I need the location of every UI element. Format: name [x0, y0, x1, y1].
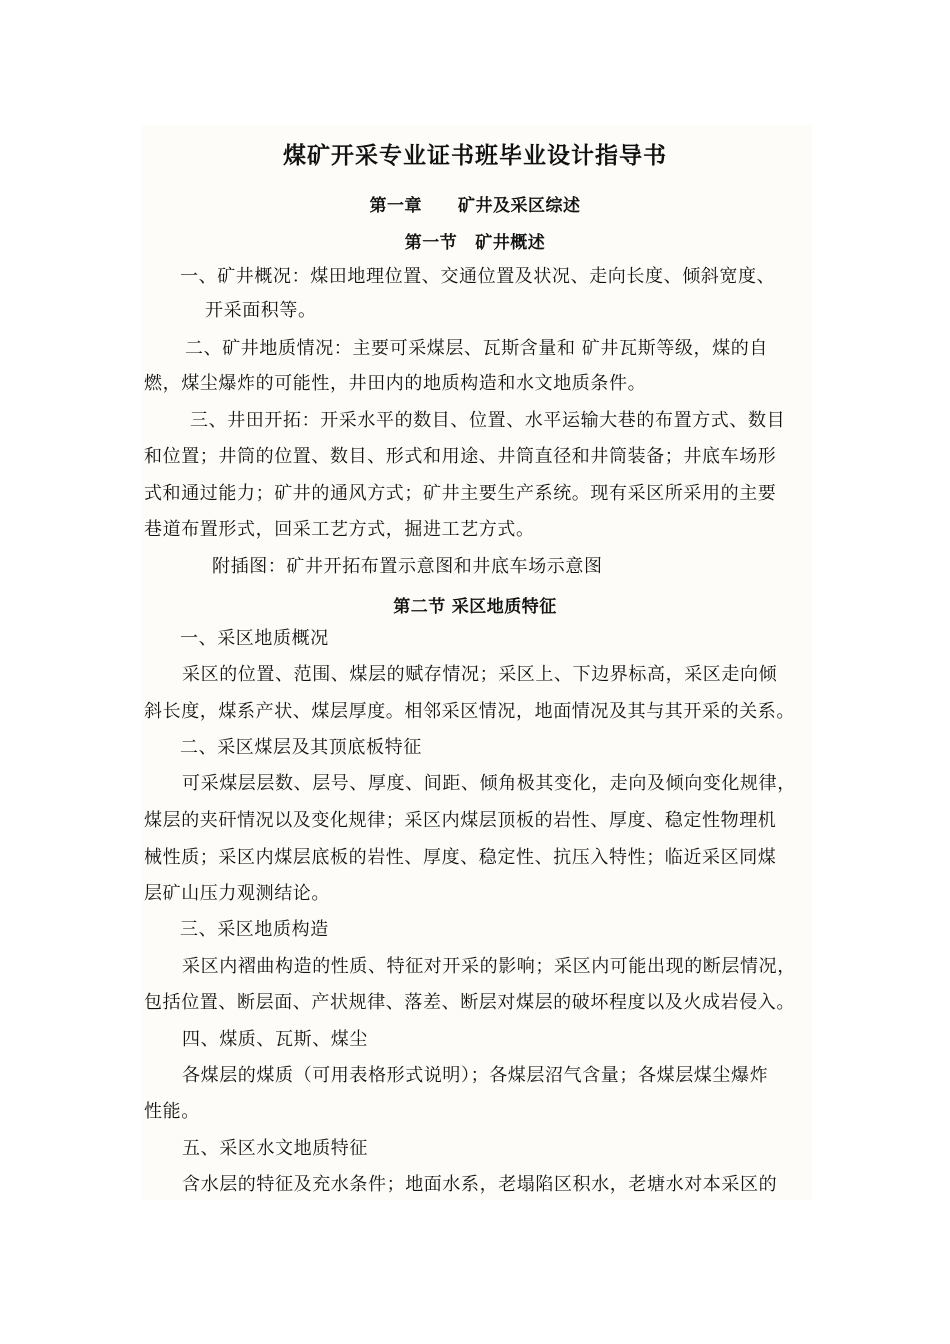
subheading-line: 二、采区煤层及其顶底板特征	[180, 737, 422, 758]
paragraph-line: 性能。	[144, 1101, 200, 1122]
paragraph-line: 械性质；采区内煤层底板的岩性、厚度、稳定性、抗压入特性；临近采区同煤	[144, 847, 777, 868]
paragraph-line: 斜长度，煤系产状、煤层厚度。相邻采区情况，地面情况及其与其开采的关系。	[144, 701, 795, 722]
subheading-line: 一、采区地质概况	[180, 628, 329, 649]
paragraph-line: 煤层的夹矸情况以及变化规律；采区内煤层顶板的岩性、厚度、稳定性物理机	[144, 810, 777, 831]
figure-note: 附插图：矿井开拓布置示意图和井底车场示意图	[212, 556, 603, 577]
section-label: 第一节	[404, 233, 458, 253]
paragraph-line: 可采煤层层数、层号、厚度、间距、倾角极其变化，走向及倾向变化规律，	[182, 773, 796, 794]
paragraph-line: 和位置；井筒的位置、数目、形式和用途、井筒直径和井筒装备；井底车场形	[144, 446, 777, 467]
paragraph-line: 二、矿井地质情况：主要可采煤层、瓦斯含量和 矿井瓦斯等级，煤的自	[185, 338, 768, 359]
paragraph-line: 一、矿井概况：煤田地理位置、交通位置及状况、走向长度、倾斜宽度、	[180, 266, 776, 287]
section-label: 第二节	[393, 597, 446, 617]
paragraph-line: 燃，煤尘爆炸的可能性，井田内的地质构造和水文地质条件。	[144, 373, 647, 394]
section-heading-2	[0, 592, 950, 617]
section-name: 矿井概述	[475, 233, 546, 253]
paragraph-line: 采区的位置、范围、煤层的赋存情况；采区上、下边界标高，采区走向倾	[182, 664, 778, 685]
paragraph-line: 层矿山压力观测结论。	[144, 883, 330, 904]
paragraph-line: 式和通过能力；矿井的通风方式；矿井主要生产系统。现有采区所采用的主要	[144, 483, 777, 504]
chapter-label: 第一章	[369, 196, 422, 216]
subheading-line: 三、采区地质构造	[180, 919, 329, 940]
document-title: 煤矿开采专业证书班毕业设计指导书	[283, 142, 667, 169]
paragraph-line: 各煤层的煤质（可用表格形式说明）；各煤层沼气含量；各煤层煤尘爆炸	[182, 1065, 769, 1086]
section-heading-1	[0, 228, 950, 253]
subheading-line: 五、采区水文地质特征	[182, 1138, 368, 1159]
chapter-name: 矿井及采区综述	[458, 196, 581, 216]
paragraph-line: 开采面积等。	[205, 300, 317, 321]
subheading-line: 四、煤质、瓦斯、煤尘	[182, 1029, 368, 1050]
paragraph-line: 采区内褶曲构造的性质、特征对开采的影响；采区内可能出现的断层情况，	[182, 956, 796, 977]
section-name: 采区地质特征	[451, 597, 557, 617]
paragraph-line: 含水层的特征及充水条件；地面水系，老塌陷区积水，老塘水对本采区的	[182, 1174, 778, 1195]
paragraph-line: 包括位置、断层面、产状规律、落差、断层对煤层的破坏程度以及火成岩侵入。	[144, 992, 795, 1013]
chapter-heading	[0, 191, 950, 216]
paragraph-line: 三、井田开拓：开采水平的数目、位置、水平运输大巷的布置方式、数目	[190, 410, 786, 431]
paragraph-line: 巷道布置形式，回采工艺方式，掘进工艺方式。	[144, 519, 535, 540]
